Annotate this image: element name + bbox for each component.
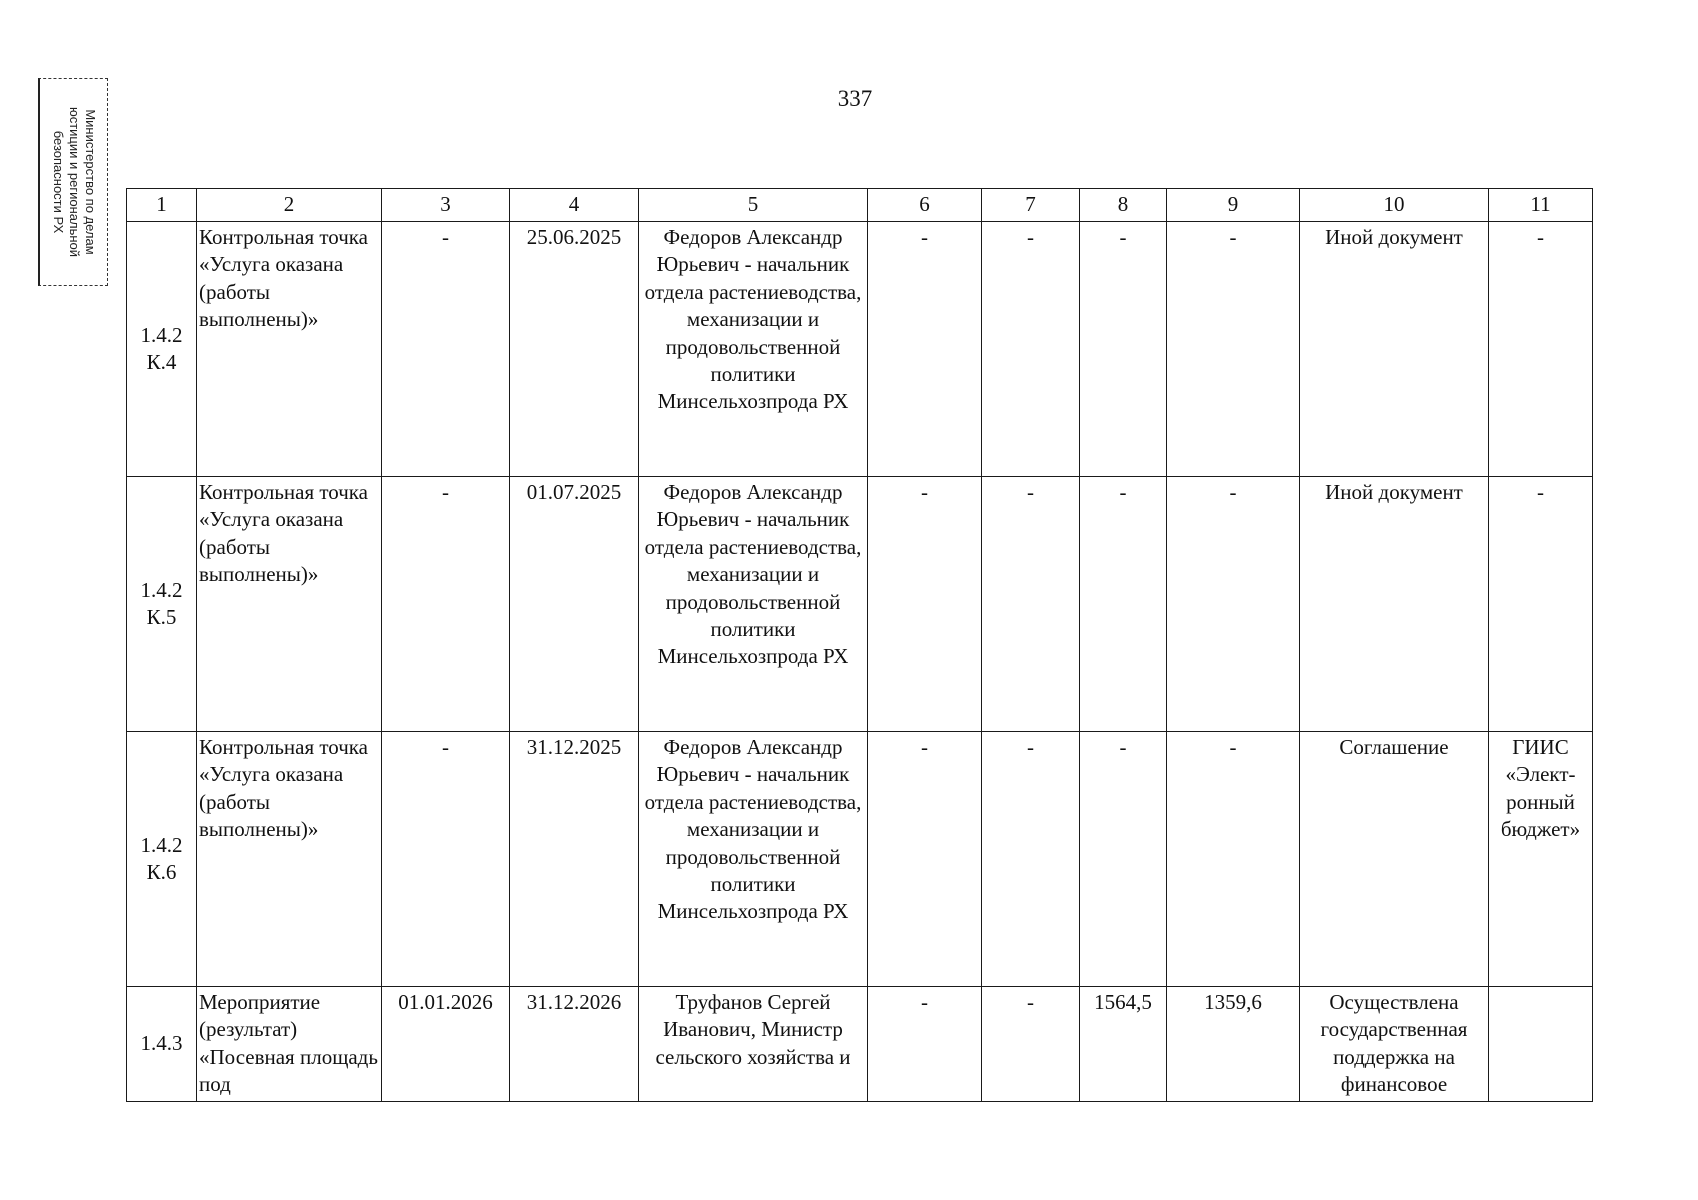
header-row [127,189,1593,222]
row-code: 1.4.2 К.5 [127,477,197,732]
start-date: - [382,222,510,477]
column-number-header: 2 [197,189,382,222]
col7-value: - [982,987,1080,1102]
document-type: Осуществлена государственная поддержка на финансовое [1300,987,1489,1102]
measures-table [126,188,1593,1102]
stamp-line: безопасности РХ [50,130,66,234]
row-name: Контрольная точка «Услуга оказана (работы выполнены)» [197,477,382,732]
column-number-header: 4 [510,189,639,222]
document-type: Иной документ [1300,477,1489,732]
document-type: Соглашение [1300,732,1489,987]
row-code: 1.4.2 К.6 [127,732,197,987]
column-number-header: 1 [127,189,197,222]
document-type: Иной документ [1300,222,1489,477]
info-system [1489,987,1593,1102]
column-number-header: 9 [1167,189,1300,222]
column-number-header: 6 [868,189,982,222]
col8-value: - [1080,732,1167,987]
col6-value: - [868,732,982,987]
col7-value: - [982,732,1080,987]
info-system: - [1489,222,1593,477]
info-system: ГИИС «Элект-ронный бюджет» [1489,732,1593,987]
end-date: 31.12.2026 [510,987,639,1102]
col8-value: - [1080,477,1167,732]
column-number-header: 8 [1080,189,1167,222]
table-row [127,222,1593,477]
end-date: 25.06.2025 [510,222,639,477]
table-row [127,732,1593,987]
row-name: Контрольная точка «Услуга оказана (работы выполнены)» [197,732,382,987]
start-date: 01.01.2026 [382,987,510,1102]
column-number-header: 5 [639,189,868,222]
col9-value: - [1167,732,1300,987]
page-number: 337 [837,86,873,111]
row-name: Мероприятие (результат) «Посевная площадь под [197,987,382,1102]
registration-stamp [38,78,108,286]
table-row [127,987,1593,1102]
col9-value: 1359,6 [1167,987,1300,1102]
end-date: 01.07.2025 [510,477,639,732]
col9-value: - [1167,477,1300,732]
col7-value: - [982,222,1080,477]
col9-value: - [1167,222,1300,477]
col8-value: 1564,5 [1080,987,1167,1102]
start-date: - [382,732,510,987]
column-number-header: 10 [1300,189,1489,222]
row-name: Контрольная точка «Услуга оказана (работы выполнены)» [197,222,382,477]
column-number-header: 3 [382,189,510,222]
col6-value: - [868,477,982,732]
row-code: 1.4.2 К.4 [127,222,197,477]
column-number-header: 11 [1489,189,1593,222]
table-row [127,477,1593,732]
responsible-person: Федоров Александр Юрьевич - начальник отдела растениеводства, механизации и продовольственной политики Минсельхозпрода РХ [639,477,868,732]
column-number-header: 7 [982,189,1080,222]
col7-value: - [982,477,1080,732]
col8-value: - [1080,222,1167,477]
responsible-person: Федоров Александр Юрьевич - начальник отдела растениеводства, механизации и продовольственной политики Минсельхозпрода РХ [639,732,868,987]
row-code: 1.4.3 [127,987,197,1102]
responsible-person: Федоров Александр Юрьевич - начальник отдела растениеводства, механизации и продовольственной политики Минсельхозпрода РХ [639,222,868,477]
stamp-text [50,82,98,282]
stamp-line: юстиции и региональной [66,106,82,258]
col6-value: - [868,987,982,1102]
responsible-person: Труфанов Сергей Иванович, Министр сельского хозяйства и [639,987,868,1102]
info-system: - [1489,477,1593,732]
start-date: - [382,477,510,732]
col6-value: - [868,222,982,477]
stamp-line: Министерство по делам [82,109,98,255]
end-date: 31.12.2025 [510,732,639,987]
